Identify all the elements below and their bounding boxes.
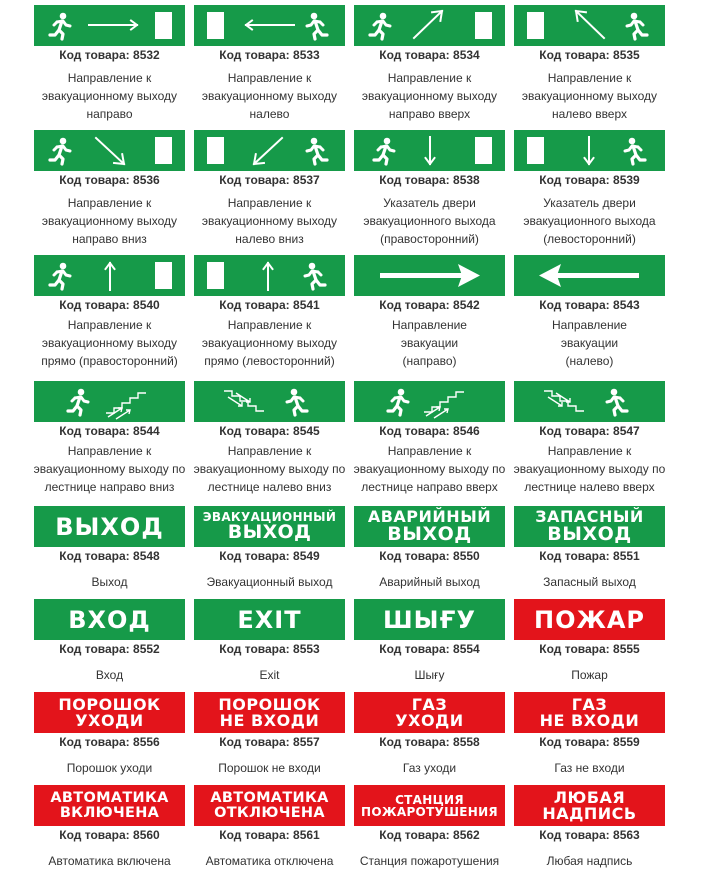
- sign-text-line: ВЫХОД: [387, 523, 472, 545]
- product-description-line: Направление к: [67, 318, 152, 332]
- product-code: [514, 173, 665, 187]
- product-code: [194, 173, 345, 187]
- product-code-value: 8548: [133, 549, 160, 563]
- product-description-line: (правосторонний): [380, 232, 479, 246]
- product-code-value: 8551: [613, 549, 640, 563]
- sign-text-line: АВТОМАТИКА: [50, 790, 169, 806]
- product-description: [188, 852, 351, 870]
- product-description-line: Направление к: [227, 71, 312, 85]
- product-code: [34, 642, 185, 656]
- product-code-label: Код товара:: [219, 642, 290, 656]
- product-description-line: Указатель двери: [543, 196, 636, 210]
- product-code-label: Код товара:: [539, 735, 610, 749]
- product-sign-image[interactable]: [514, 381, 665, 422]
- product-code-value: 8563: [613, 828, 640, 842]
- product-code-value: 8556: [133, 735, 160, 749]
- product-description: [348, 316, 511, 370]
- product-sign-image[interactable]: [34, 381, 185, 422]
- sign-text-line: АВТОМАТИКА: [210, 790, 329, 806]
- sign-text-line: НЕ ВХОДИ: [539, 710, 640, 730]
- product-description: [348, 194, 511, 248]
- sign-text: [542, 787, 637, 823]
- product-code-value: 8544: [133, 424, 160, 438]
- product-code-label: Код товара:: [59, 48, 130, 62]
- sign-text-line: ВХОД: [68, 605, 151, 634]
- product-code-label: Код товара:: [539, 298, 610, 312]
- sign-text: [533, 605, 646, 634]
- product-description-line: (направо): [402, 354, 457, 368]
- sign-text-line: ЭВАКУАЦИОННЫЙ: [202, 510, 337, 524]
- product-code-label: Код товара:: [59, 298, 130, 312]
- long-arrow-right-icon: [354, 255, 505, 296]
- product-sign-image[interactable]: [194, 255, 345, 296]
- product-sign-image[interactable]: [34, 785, 185, 826]
- product-sign-image[interactable]: [514, 692, 665, 733]
- product-code: [514, 48, 665, 62]
- sign-text: [210, 791, 328, 820]
- product-description-line: лестнице налево вверх: [524, 480, 655, 494]
- product-description-line: эвакуационному выходу: [521, 89, 658, 103]
- sign-text: [368, 509, 491, 544]
- product-description-line: эвакуационному выходу: [201, 336, 338, 350]
- product-code-label: Код товара:: [59, 549, 130, 563]
- product-sign-image[interactable]: [354, 5, 505, 46]
- product-description: [28, 194, 191, 248]
- product-code: [354, 298, 505, 312]
- product-code: [354, 173, 505, 187]
- product-code-value: 8535: [613, 48, 640, 62]
- product-description: [188, 666, 351, 684]
- product-code: [34, 48, 185, 62]
- product-description: [348, 852, 511, 870]
- product-description-line: Станция пожаротушения: [359, 854, 500, 868]
- product-description: [348, 573, 511, 591]
- product-sign-image[interactable]: [194, 785, 345, 826]
- exit-arrow-down-right-icon: [34, 130, 185, 171]
- product-description-line: прямо (правосторонний): [41, 354, 178, 368]
- sign-text: [55, 512, 164, 541]
- exit-arrow-down-left-icon: [194, 130, 345, 171]
- sign-text: [539, 694, 640, 730]
- product-description-line: Направление к: [67, 444, 152, 458]
- product-code: [194, 298, 345, 312]
- product-code: [514, 828, 665, 842]
- product-sign-image[interactable]: [34, 692, 185, 733]
- product-code-label: Код товара:: [379, 642, 450, 656]
- product-description-line: эвакуационному выходу: [41, 89, 178, 103]
- product-code: [194, 642, 345, 656]
- sign-text: [535, 509, 644, 544]
- product-code-value: 8537: [293, 173, 320, 187]
- sign-text: [218, 694, 321, 730]
- product-code: [194, 828, 345, 842]
- product-description-line: Эвакуационный выход: [206, 575, 333, 589]
- product-description-line: Вход: [95, 668, 124, 682]
- exit-arrow-up-left-icon: [514, 5, 665, 46]
- product-description-line: Газ не входи: [554, 761, 625, 775]
- product-description: [508, 316, 671, 370]
- product-code: [354, 48, 505, 62]
- product-description: [188, 442, 351, 496]
- product-description-line: Направление к: [387, 71, 472, 85]
- sign-text: [395, 694, 464, 730]
- product-sign-image[interactable]: [514, 506, 665, 547]
- product-code-label: Код товара:: [219, 173, 290, 187]
- product-sign-image[interactable]: [354, 130, 505, 171]
- product-code: [514, 424, 665, 438]
- product-code-value: 8552: [133, 642, 160, 656]
- product-code-label: Код товара:: [379, 549, 450, 563]
- product-code: [354, 735, 505, 749]
- product-code-value: 8532: [133, 48, 160, 62]
- product-sign-image[interactable]: [354, 785, 505, 826]
- product-sign-image[interactable]: [194, 506, 345, 547]
- product-description-line: Направление к: [547, 71, 632, 85]
- sign-text-line: НАДПИСЬ: [542, 803, 637, 823]
- product-sign-image[interactable]: [34, 255, 185, 296]
- product-description-line: Exit: [259, 668, 280, 682]
- sign-text: [383, 605, 476, 634]
- product-code: [194, 48, 345, 62]
- product-description-line: Направление: [392, 318, 467, 332]
- product-sign-image[interactable]: [34, 130, 185, 171]
- product-description-line: эвакуации: [400, 336, 459, 350]
- product-code-label: Код товара:: [539, 828, 610, 842]
- product-sign-image[interactable]: [354, 599, 505, 640]
- product-code-label: Код товара:: [59, 424, 130, 438]
- product-code: [34, 549, 185, 563]
- product-code-label: Код товара:: [59, 735, 130, 749]
- product-description-line: налево: [249, 107, 290, 121]
- product-code-label: Код товара:: [219, 735, 290, 749]
- sign-text-line: ШЫҒУ: [383, 605, 476, 634]
- product-description: [508, 666, 671, 684]
- product-code-value: 8560: [133, 828, 160, 842]
- product-description: [348, 666, 511, 684]
- product-code: [514, 298, 665, 312]
- product-description: [508, 194, 671, 248]
- sign-text-line: ПОРОШОК: [58, 694, 161, 714]
- product-code-value: 8554: [453, 642, 480, 656]
- product-sign-image[interactable]: [194, 5, 345, 46]
- product-description-line: направо вниз: [72, 232, 147, 246]
- sign-text-line: ОТКЛЮЧЕНА: [214, 804, 325, 821]
- product-code-value: 8546: [453, 424, 480, 438]
- product-code: [34, 735, 185, 749]
- product-description-line: эвакуационному выходу по: [193, 462, 346, 476]
- product-description-line: Пожар: [571, 668, 608, 682]
- product-code-value: 8561: [293, 828, 320, 842]
- product-code-label: Код товара:: [379, 173, 450, 187]
- product-code-label: Код товара:: [539, 173, 610, 187]
- product-code: [194, 424, 345, 438]
- product-description: [508, 442, 671, 496]
- product-sign-image[interactable]: [34, 5, 185, 46]
- long-arrow-left-icon: [514, 255, 665, 296]
- sign-text: [50, 791, 168, 820]
- stairs-up-left-icon: [514, 381, 665, 422]
- sign-text-line: УХОДИ: [75, 710, 144, 730]
- product-code: [194, 735, 345, 749]
- product-code: [354, 828, 505, 842]
- exit-arrow-right-icon: [34, 5, 185, 46]
- product-code-value: 8547: [613, 424, 640, 438]
- product-code: [34, 828, 185, 842]
- product-code-value: 8558: [453, 735, 480, 749]
- sign-text-line: СТАНЦИЯ: [395, 792, 464, 807]
- product-description-line: Направление к: [67, 71, 152, 85]
- product-sign-image[interactable]: [194, 130, 345, 171]
- product-description-line: Направление к: [227, 444, 312, 458]
- product-description-line: эвакуационному выходу по: [513, 462, 666, 476]
- sign-text-line: ВКЛЮЧЕНА: [59, 804, 160, 821]
- product-code-label: Код товара:: [539, 48, 610, 62]
- exit-door-arrow-down-left-icon: [514, 130, 665, 171]
- product-description-line: Порошок уходи: [66, 761, 153, 775]
- product-description-line: Направление к: [387, 444, 472, 458]
- product-code-value: 8540: [133, 298, 160, 312]
- sign-text-line: ВЫХОД: [547, 523, 632, 545]
- exit-arrow-straight-left-icon: [194, 255, 345, 296]
- product-sign-image[interactable]: [354, 255, 505, 296]
- product-sign-image[interactable]: [354, 692, 505, 733]
- sign-text-line: АВАРИЙНЫЙ: [367, 507, 492, 526]
- product-description-line: лестнице налево вниз: [207, 480, 332, 494]
- product-code: [514, 549, 665, 563]
- product-description-line: Автоматика включена: [48, 854, 171, 868]
- product-code-label: Код товара:: [219, 48, 290, 62]
- product-description: [28, 759, 191, 777]
- product-description-line: направо: [86, 107, 133, 121]
- product-code-value: 8550: [453, 549, 480, 563]
- product-sign-image[interactable]: [34, 599, 185, 640]
- product-code-label: Код товара:: [379, 424, 450, 438]
- product-code-label: Код товара:: [219, 298, 290, 312]
- product-description-line: эвакуационному выходу: [41, 214, 178, 228]
- product-code: [514, 735, 665, 749]
- product-description-line: Автоматика отключена: [205, 854, 334, 868]
- product-code-label: Код товара:: [59, 642, 130, 656]
- product-code: [514, 642, 665, 656]
- sign-text-line: УХОДИ: [395, 710, 464, 730]
- product-code-label: Код товара:: [59, 173, 130, 187]
- product-description: [28, 852, 191, 870]
- exit-arrow-up-right-icon: [354, 5, 505, 46]
- product-code-label: Код товара:: [379, 48, 450, 62]
- product-description-line: Направление к: [227, 318, 312, 332]
- stairs-down-right-icon: [34, 381, 185, 422]
- product-code-label: Код товара:: [379, 735, 450, 749]
- product-code-value: 8555: [613, 642, 640, 656]
- product-description-line: эвакуационного выхода: [363, 214, 496, 228]
- product-description: [508, 852, 671, 870]
- product-description-line: эвакуационному выходу: [41, 336, 178, 350]
- product-description-line: Выход: [91, 575, 128, 589]
- product-code: [354, 549, 505, 563]
- product-code-value: 8538: [453, 173, 480, 187]
- product-code-value: 8545: [293, 424, 320, 438]
- product-code-label: Код товара:: [379, 828, 450, 842]
- product-code: [194, 549, 345, 563]
- product-sign-image[interactable]: [194, 692, 345, 733]
- product-sign-image[interactable]: [194, 381, 345, 422]
- product-code: [34, 298, 185, 312]
- product-description: [28, 316, 191, 370]
- product-description-line: Направление: [552, 318, 627, 332]
- product-sign-image[interactable]: [514, 785, 665, 826]
- product-description-line: Направление к: [227, 196, 312, 210]
- product-code-label: Код товара:: [219, 828, 290, 842]
- product-code-label: Код товара:: [219, 424, 290, 438]
- product-description-line: эвакуационному выходу: [201, 214, 338, 228]
- product-code-label: Код товара:: [379, 298, 450, 312]
- product-description: [188, 573, 351, 591]
- exit-door-arrow-down-right-icon: [354, 130, 505, 171]
- product-description-line: эвакуационному выходу: [201, 89, 338, 103]
- product-description: [508, 69, 671, 123]
- product-description: [28, 69, 191, 123]
- product-code-value: 8536: [133, 173, 160, 187]
- product-description-line: (левосторонний): [543, 232, 636, 246]
- product-code-value: 8534: [453, 48, 480, 62]
- product-description: [28, 573, 191, 591]
- exit-arrow-left-icon: [194, 5, 345, 46]
- product-description: [188, 316, 351, 370]
- stairs-down-left-icon: [194, 381, 345, 422]
- product-code: [34, 424, 185, 438]
- product-code: [34, 173, 185, 187]
- product-description: [508, 573, 671, 591]
- product-description-line: Порошок не входи: [218, 761, 321, 775]
- product-code-value: 8542: [453, 298, 480, 312]
- product-description: [188, 194, 351, 248]
- product-description-line: Направление к: [67, 196, 152, 210]
- product-description: [348, 442, 511, 496]
- product-code-value: 8543: [613, 298, 640, 312]
- product-description: [348, 759, 511, 777]
- product-sign-image[interactable]: [354, 381, 505, 422]
- product-code-value: 8539: [613, 173, 640, 187]
- product-description-line: эвакуационного выхода: [523, 214, 656, 228]
- sign-text-line: ПОЖАРОТУШЕНИЯ: [361, 804, 498, 819]
- product-description-line: Аварийный выход: [379, 575, 480, 589]
- product-description-line: эвакуационному выходу по: [33, 462, 186, 476]
- product-description-line: прямо (левосторонний): [204, 354, 335, 368]
- product-description: [348, 69, 511, 123]
- product-description-line: налево вверх: [551, 107, 628, 121]
- sign-text-line: ЗАПАСНЫЙ: [535, 507, 644, 526]
- sign-text-line: ПОРОШОК: [218, 694, 321, 714]
- product-sign-image[interactable]: [514, 5, 665, 46]
- product-description-line: Направление к: [547, 444, 632, 458]
- product-description: [508, 759, 671, 777]
- product-description: [28, 442, 191, 496]
- product-code-label: Код товара:: [219, 549, 290, 563]
- sign-text-line: ГАЗ: [571, 694, 608, 714]
- product-sign-image[interactable]: [34, 506, 185, 547]
- product-description-line: Запасный выход: [543, 575, 636, 589]
- product-code-value: 8553: [293, 642, 320, 656]
- sign-text: [58, 694, 161, 730]
- product-description-line: Указатель двери: [383, 196, 476, 210]
- product-description-line: лестнице направо вверх: [361, 480, 498, 494]
- product-description-line: направо вверх: [388, 107, 471, 121]
- sign-text-line: EXIT: [237, 605, 302, 634]
- product-code-value: 8541: [293, 298, 320, 312]
- sign-text: [237, 605, 302, 634]
- product-description: [28, 666, 191, 684]
- product-code: [354, 424, 505, 438]
- sign-text-line: НЕ ВХОДИ: [219, 710, 320, 730]
- sign-text-line: ЛЮБАЯ: [553, 787, 626, 807]
- product-description-line: налево вниз: [235, 232, 304, 246]
- product-description-line: Любая надпись: [546, 854, 633, 868]
- product-sign-image[interactable]: [354, 506, 505, 547]
- exit-arrow-straight-right-icon: [34, 255, 185, 296]
- product-code-label: Код товара:: [539, 424, 610, 438]
- product-description-line: эвакуационному выходу: [361, 89, 498, 103]
- product-sign-image[interactable]: [194, 599, 345, 640]
- product-code: [354, 642, 505, 656]
- product-code-value: 8549: [293, 549, 320, 563]
- sign-text-line: ПОЖАР: [533, 605, 646, 634]
- product-description-line: (налево): [565, 354, 614, 368]
- product-code-value: 8557: [293, 735, 320, 749]
- product-description-line: Шығу: [414, 668, 445, 682]
- sign-text: [68, 605, 151, 634]
- sign-text-line: ВЫХОД: [55, 512, 164, 541]
- product-description-line: Газ уходи: [402, 761, 457, 775]
- product-code-value: 8533: [293, 48, 320, 62]
- sign-text-line: ГАЗ: [411, 694, 448, 714]
- sign-text-line: ВЫХОД: [227, 521, 312, 543]
- product-code-label: Код товара:: [59, 828, 130, 842]
- product-sign-image[interactable]: [514, 255, 665, 296]
- product-code-label: Код товара:: [539, 549, 610, 563]
- product-code-label: Код товара:: [539, 642, 610, 656]
- sign-text: [203, 511, 336, 542]
- product-code-value: 8559: [613, 735, 640, 749]
- product-description: [188, 759, 351, 777]
- product-sign-image[interactable]: [514, 130, 665, 171]
- product-description-line: эвакуационному выходу по: [353, 462, 506, 476]
- product-description-line: эвакуации: [560, 336, 619, 350]
- product-sign-image[interactable]: [514, 599, 665, 640]
- sign-text: [361, 794, 498, 818]
- stairs-up-right-icon: [354, 381, 505, 422]
- product-description-line: лестнице направо вниз: [44, 480, 175, 494]
- product-code-value: 8562: [453, 828, 480, 842]
- product-description: [188, 69, 351, 123]
